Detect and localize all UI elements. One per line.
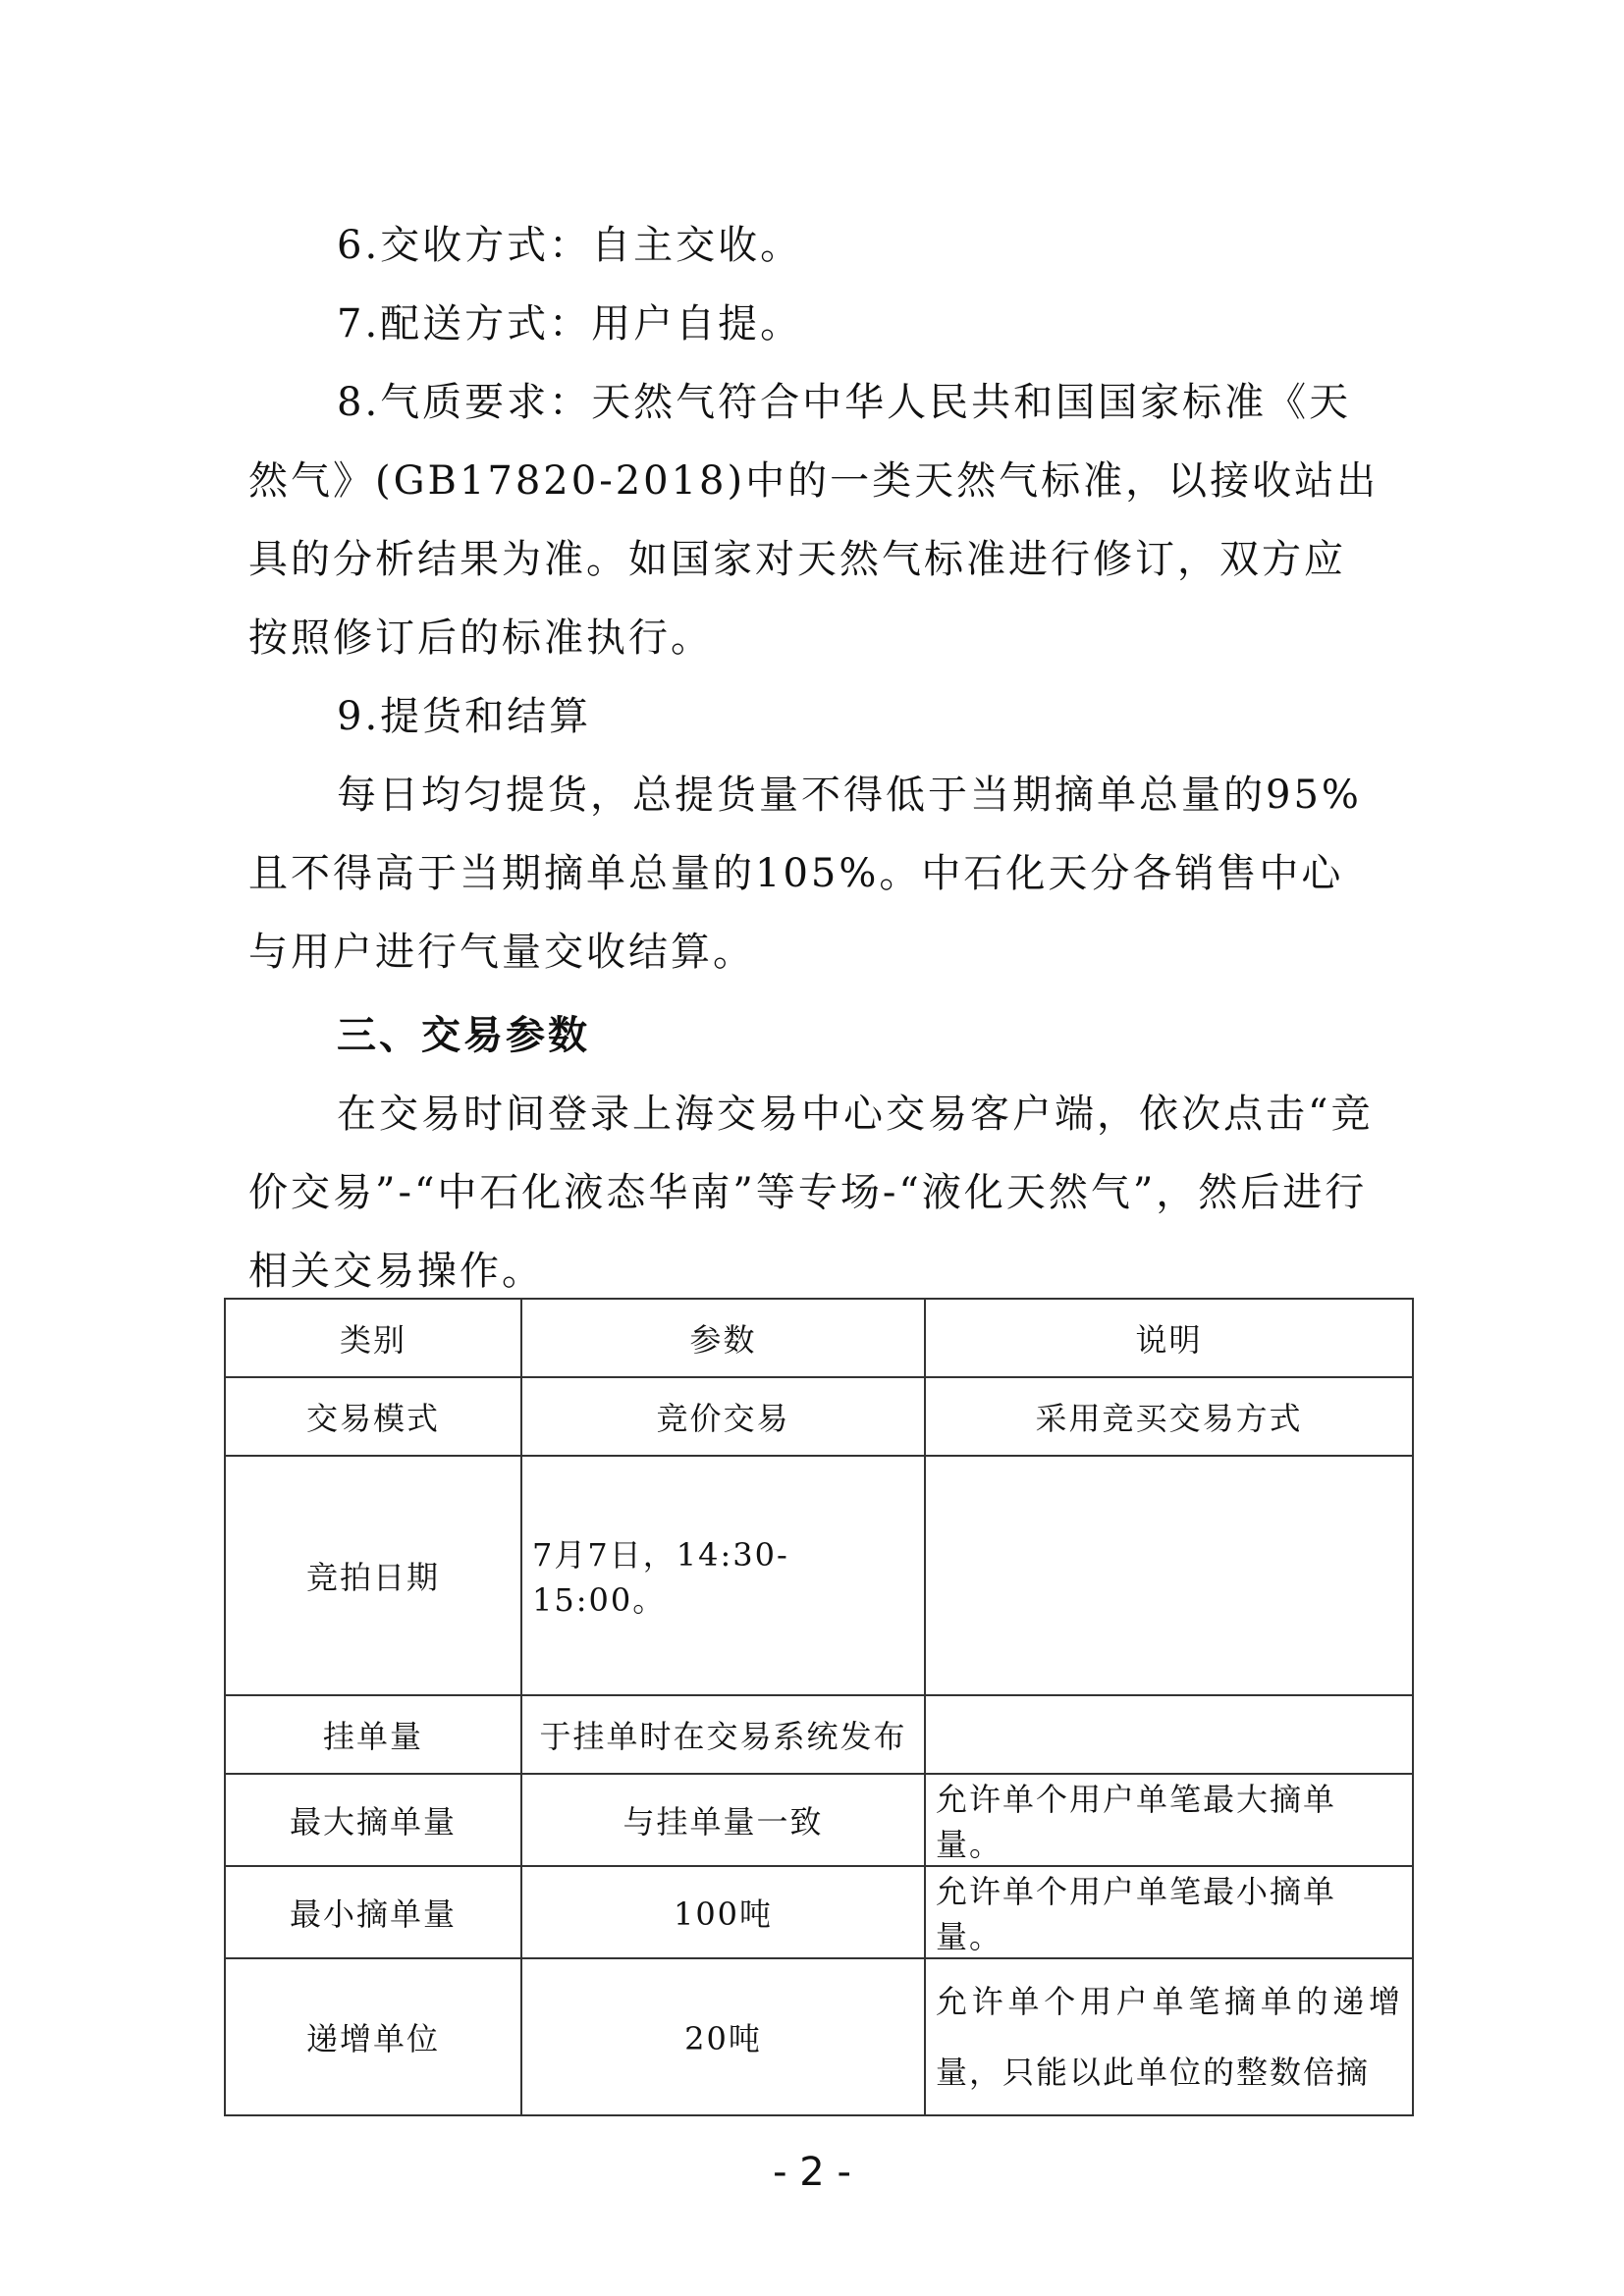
- header-parameter: 参数: [521, 1299, 925, 1377]
- row-notes: [925, 1456, 1413, 1695]
- clause-8-gas-quality: 8.气质要求：天然气符合中华人民共和国国家标准《天然气》(GB17820-2018)中的一类天然气标准，以接收站出具的分析结果为准。如国家对天然气标准进行修订，双方应按照修订后的标准执行。: [248, 380, 1380, 661]
- table-row: [225, 1456, 1413, 1695]
- table-row: [225, 1695, 1413, 1774]
- clause-7-distribution-method: 7.配送方式：用户自提。: [337, 301, 803, 347]
- header-notes: 说明: [925, 1299, 1413, 1377]
- section-3-heading: 三、交易参数: [337, 1013, 590, 1058]
- row-category: 交易模式: [225, 1377, 521, 1456]
- header-category: 类别: [225, 1299, 521, 1377]
- row-notes: 允许单个用户单笔最大摘单量。: [925, 1774, 1413, 1866]
- row-parameter: 7月7日，14:30-15:00。: [521, 1456, 925, 1695]
- row-notes: [925, 1695, 1413, 1774]
- section-3-intro: 在交易时间登录上海交易中心交易客户端，依次点击“竞价交易”-“中石化液态华南”等专场-“液化天然气”，然后进行相关交易操作。: [248, 1092, 1374, 1294]
- row-category: 最小摘单量: [225, 1866, 521, 1958]
- clause-9-title: 9.提货和结算: [337, 694, 592, 739]
- row-category: 挂单量: [225, 1695, 521, 1774]
- trading-parameters-table: [224, 1298, 1414, 2116]
- row-category: 递增单位: [225, 1958, 521, 2115]
- row-parameter: 与挂单量一致: [521, 1774, 925, 1866]
- row-notes: 采用竞买交易方式: [925, 1377, 1413, 1456]
- table-row: [225, 1866, 1413, 1958]
- table-row: [225, 1774, 1413, 1866]
- row-parameter: 20吨: [521, 1958, 925, 2115]
- row-parameter: 于挂单时在交易系统发布: [521, 1695, 925, 1774]
- table-row: [225, 1377, 1413, 1456]
- row-notes: 允许单个用户单笔摘单的递增量，只能以此单位的整数倍摘: [925, 1958, 1413, 2115]
- table-row: [225, 1958, 1413, 2115]
- row-parameter: 100吨: [521, 1866, 925, 1958]
- row-category: 最大摘单量: [225, 1774, 521, 1866]
- row-category: 竞拍日期: [225, 1456, 521, 1695]
- row-parameter: 竞价交易: [521, 1377, 925, 1456]
- clause-9-body: 每日均匀提货，总提货量不得低于当期摘单总量的95%且不得高于当期摘单总量的105%。中石化天分各销售中心与用户进行气量交收结算。: [248, 773, 1362, 975]
- page-number: - 2 -: [773, 2150, 851, 2195]
- row-notes: 允许单个用户单笔最小摘单量。: [925, 1866, 1413, 1958]
- table-header-row: [225, 1299, 1413, 1377]
- clause-6-delivery-method: 6.交收方式：自主交收。: [337, 223, 803, 268]
